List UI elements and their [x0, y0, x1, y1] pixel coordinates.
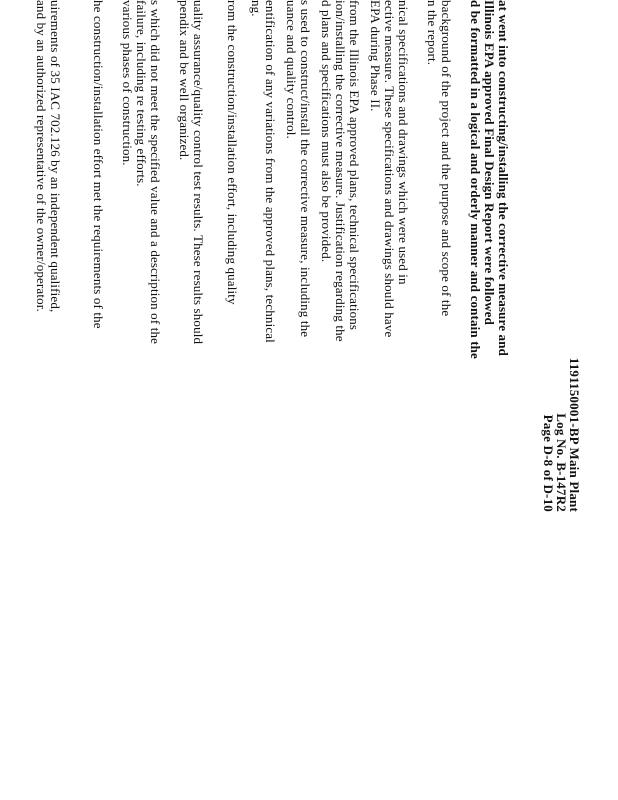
body-line: pendix and be well organized.: [177, 0, 192, 161]
body-line: from the Illinois EPA approved plans, technical specifications: [347, 0, 362, 331]
body-line: s which did not meet the specified value and a description of the: [148, 0, 163, 345]
header-project-number: 1191150001-BP Main Plant: [567, 357, 582, 512]
body-line: d plans and specifications must also be provided.: [319, 0, 334, 263]
body-line: Illinois EPA approved Final Design Report were followed: [482, 0, 497, 325]
body-line: at went into constructing/installing the corrective measure and: [496, 0, 511, 356]
body-line: failure, including re testing efforts.: [134, 0, 149, 187]
body-line: ng.: [249, 0, 264, 17]
body-line: uality assurance/quality control test results. These results should: [191, 0, 206, 345]
header-log-number: Log No. B-147R2: [554, 413, 569, 512]
body-line: rom the construction/installation effort, including quality: [225, 0, 240, 305]
body-line: entification of any variations from the approved plans, technical: [263, 0, 278, 343]
body-line: he construction/installation effort met the requirements of the: [91, 0, 106, 329]
body-line: background of the project and the purpose and scope of the: [439, 0, 454, 317]
body-line: ion/installing the corrective measure. Justification regarding the: [333, 0, 348, 342]
body-line: d be formatted in a logical and orderly manner and contain the: [468, 0, 483, 359]
body-line: n the report.: [425, 0, 440, 66]
header-page-number: Page D-8 of D-10: [541, 414, 556, 512]
body-line: ective measure. These specifications and drawings should have: [382, 0, 397, 338]
body-line: and by an authorized representative of the owner/operator.: [34, 0, 49, 312]
body-line: EPA during Phase II.: [368, 0, 383, 112]
body-line: s used to construct/install the corrective measure, including the: [298, 0, 313, 338]
body-line: uance and quality control.: [284, 0, 299, 139]
body-line: nical specifications and drawings which were used in: [396, 0, 411, 285]
body-line: uirements of 35 IAC 702.126 by an independent qualified,: [48, 0, 63, 313]
body-line: various phases of construction.: [120, 0, 135, 166]
